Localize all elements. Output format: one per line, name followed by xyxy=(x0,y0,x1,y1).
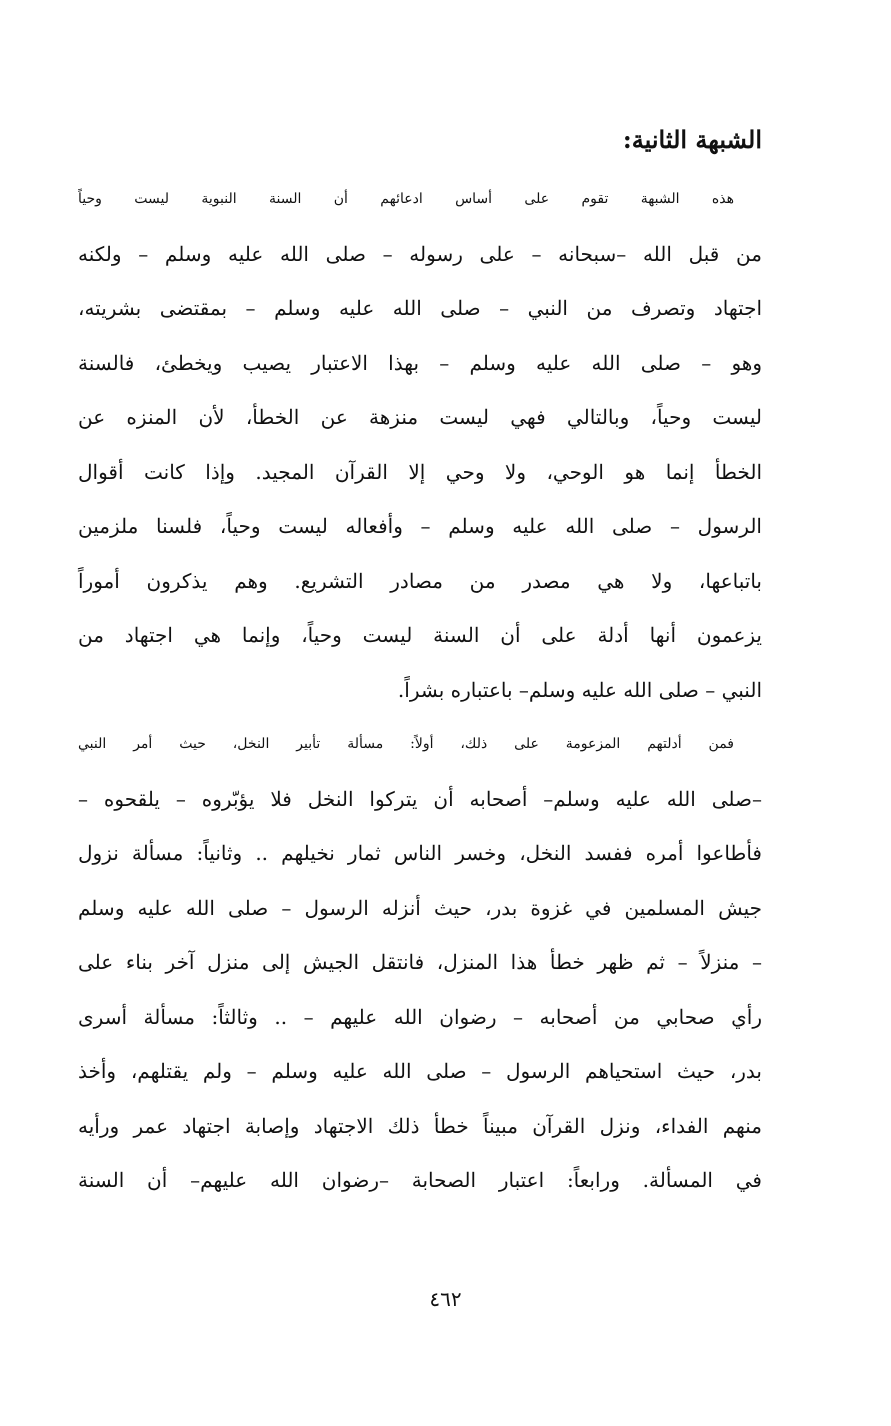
text-line: الرسول – صلى الله عليه وسلم – وأفعاله ليست وحياً، فلسنا ملزمين xyxy=(78,514,762,538)
text-line: اجتهاد وتصرف من النبي – صلى الله عليه وسلم – بمقتضى بشريته، xyxy=(78,296,762,320)
text-line: يزعمون أنها أدلة على أن السنة ليست وحياً، وإنما هي اجتهاد من xyxy=(78,623,762,647)
document-page xyxy=(78,118,762,1208)
text-line: وهو – صلى الله عليه وسلم – بهذا الاعتبار يصيب ويخطئ، فالسنة xyxy=(78,350,762,375)
page-number: ٤٦٢ xyxy=(429,1287,462,1311)
paragraph-1 xyxy=(78,172,762,717)
text-line: ليست وحياً، وبالتالي فهي ليست منزهة عن الخطأ، لأن المنزه عن xyxy=(78,405,762,429)
paragraph-2 xyxy=(78,717,762,1208)
text-line: فمن أدلتهم المزعومة على ذلك، أولاً: مسألة تأبير النخل، حيث أمر النبي xyxy=(78,736,734,752)
text-line: فأطاعوا أمره ففسد النخل، وخسر الناس ثمار نخيلهم .. وثانياً: مسألة نزول xyxy=(78,841,762,865)
text-line: منهم الفداء، ونزل القرآن مبيناً خطأ ذلك الاجتهاد وإصابة اجتهاد عمر ورأيه xyxy=(78,1113,762,1138)
text-line: –صلى الله عليه وسلم– أصحابه أن يتركوا النخل فلا يؤبّروه – يلقحوه – xyxy=(78,786,762,811)
text-line: الخطأ إنما هو الوحي، ولا وحي إلا القرآن المجيد. وإذا كانت أقوال xyxy=(78,459,762,484)
text-line: بدر، حيث استحياهم الرسول – صلى الله عليه وسلم – ولم يقتلهم، وأخذ xyxy=(78,1059,762,1083)
text-line: في المسألة. ورابعاً: اعتبار الصحابة –رضوان الله عليهم– أن السنة xyxy=(78,1168,762,1192)
text-line: باتباعها، ولا هي مصدر من مصادر التشريع. وهم يذكرون أموراً xyxy=(78,568,762,593)
section-heading: الشبهة الثانية: xyxy=(622,125,762,154)
text-line: هذه الشبهة تقوم على أساس ادعائهم أن السنة النبوية ليست وحياً xyxy=(78,191,734,207)
text-line: – منزلاً – ثم ظهر خطأ هذا المنزل، فانتقل الجيش إلى منزل آخر بناء على xyxy=(78,950,762,974)
text-line: رأي صحابي من أصحابه – رضوان الله عليهم – .. وثالثاً: مسألة أسرى xyxy=(78,1004,762,1029)
text-line: من قبل الله –سبحانه – على رسوله – صلى الله عليه وسلم – ولكنه xyxy=(78,241,762,266)
text-line: جيش المسلمين في غزوة بدر، حيث أنزله الرسول – صلى الله عليه وسلم xyxy=(78,895,762,920)
text-line: النبي – صلى الله عليه وسلم– باعتباره بشراً. xyxy=(397,677,762,702)
